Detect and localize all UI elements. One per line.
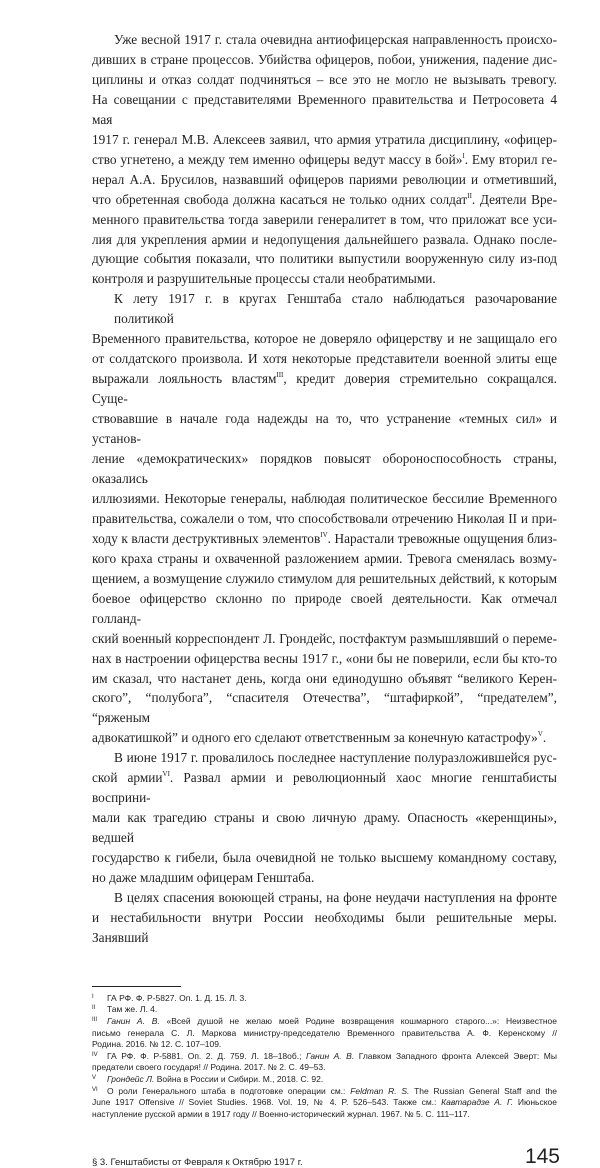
- page-footer: [92, 1146, 560, 1168]
- text-run: боевое офицерство склонно по природе своей деятельности. Как отмечал голланд-: [92, 590, 557, 626]
- footnote-line: [92, 1039, 557, 1051]
- paragraph-line: [92, 529, 557, 549]
- text-run: ского”, “полубога”, “спасителя Отечества”, “штафиркой”, “предателем”, “ряженым: [92, 690, 557, 726]
- text-run: выражали лояльность властям: [92, 371, 277, 387]
- text-run: , кредит доверия стремительно сокращался. Суще-: [92, 371, 557, 407]
- text-run: циплины и отказ солдат подчиняться – все это не могло не вызывать тревогу.: [92, 71, 557, 87]
- paragraph-line: [92, 269, 557, 289]
- footnote-ref: III: [276, 371, 284, 380]
- paragraph-line: [92, 369, 557, 409]
- footnote-line: IV ГА РФ. Ф. Р-5881. Оп. 2. Д. 759. Л. 18–18об.; Ганин А. В. Главком Западного фронта Алексей Эверт: Мы: [92, 1050, 557, 1061]
- paragraph-line: [92, 30, 557, 50]
- paragraph-line: [92, 748, 557, 768]
- paragraph-line: [92, 210, 557, 230]
- text-run: письмо генерала С. Л. Маркова министру-председателю Временного правительства А. Ф. Керенскому //: [92, 1027, 557, 1038]
- text-run: дивших в стране процессов. Убийства офицеров, побои, унижения, падение дис-: [92, 51, 557, 67]
- body-text: [92, 30, 557, 948]
- text-run: нах в настроении офицерства весны 1917 г., «они бы не поверили, если бы кто-то: [92, 650, 557, 666]
- running-footer: § 3. Генштабисты от Февраля к Октябрю 1917 г.: [92, 1157, 303, 1168]
- text-run: Война в России и Сибири. М., 2018. С. 92.: [154, 1074, 324, 1084]
- text-run: лия для укрепления армии и недопущения дальнейшего развала. Однако после-: [92, 231, 557, 247]
- paragraph-line: [92, 289, 557, 329]
- italic-run: Кавтарадзе А. Г.: [441, 1097, 514, 1108]
- text-run: . Ему вторил ге-: [464, 151, 557, 167]
- paragraph-line: [92, 409, 557, 449]
- text-run: «Всей душой не желаю моей Родине возвращения кошмарного старого...»: Неизвестное: [159, 1016, 557, 1027]
- text-run: дующие события показали, что политики выпустили вооруженную силу из-под: [92, 251, 557, 267]
- text-run: June 1917 Offensive // Soviet Studies. 1968. Vol. 19, № 4. P. 526–543. Также см.:: [92, 1097, 442, 1108]
- text-run: Временного правительства, которое не доверяло офицерству и не защищало его: [92, 331, 557, 347]
- text-run: К лету 1917 г. в кругах Генштаба стало наблюдаться разочарование политикой: [114, 291, 557, 327]
- paragraph-line: [92, 50, 557, 70]
- text-run: The Russian General Staff and the: [409, 1085, 558, 1096]
- text-run: . Нарастали тревожные ощущения близ-: [327, 530, 557, 546]
- paragraph-line: [92, 649, 557, 669]
- paragraph-line: [92, 629, 557, 649]
- page: [92, 0, 560, 1168]
- paragraph-line: [92, 329, 557, 349]
- text-run: . Деятели Вре-: [471, 191, 557, 207]
- text-run: В июне 1917 г. провалилось последнее наступление полуразложившейся рус-: [114, 750, 557, 766]
- paragraph-line: [92, 808, 557, 848]
- text-run: кого краха страны и охваченной разложением армии. Тревога сменялась возму-: [92, 550, 557, 566]
- text-run: В целях спасения воюющей страны, на фоне неудачи наступления на фронте: [114, 889, 557, 905]
- text-run: государство к гибели, была очевидной не только высшему командному составу,: [92, 850, 557, 866]
- text-run: ский военный корреспондент Л. Грондейс, постфактум размышлявший о переме-: [92, 630, 557, 646]
- text-run: что обретенная свобода должна касаться не только одних солдат: [92, 191, 468, 207]
- footnote-line: VI О роли Генерального штаба в подготовке операции см.: Feldman R. S. The Russian General Staff and the: [92, 1085, 558, 1096]
- paragraph-line: [92, 230, 557, 250]
- text-run: щением, а возмущение служило стимулом для решительных действий, к которым: [92, 570, 557, 586]
- text-run: О роли Генерального штаба в подготовке операции см.:: [107, 1085, 351, 1096]
- paragraph-line: [92, 848, 557, 868]
- text-run: Родина. 2016. № 12. С. 107–109.: [92, 1039, 222, 1050]
- footnote-line: [92, 1109, 557, 1121]
- paragraph-line: [92, 190, 557, 210]
- text-run: от солдатского произвола. И хотя некоторые представители военной элиты еще: [92, 351, 557, 367]
- text-run: ГА РФ. Ф. Р-5881. Оп. 2. Д. 759. Л. 18–18об.;: [107, 1050, 306, 1061]
- paragraph-line: [92, 489, 557, 509]
- text-run: Там же. Л. 4.: [107, 1004, 158, 1015]
- text-run: менного правительства тогда заверили генералитет в том, что приложат все уси-: [92, 211, 557, 227]
- paragraph-line: [92, 349, 557, 369]
- footnotes: [92, 993, 557, 1121]
- paragraph-line: [92, 549, 557, 569]
- text-run: Уже весной 1917 г. стала очевидна антиофицерская направленность происхо-: [114, 32, 557, 47]
- text-run: предатели своего государя! // Родина. 2017. № 2. С. 49–53.: [92, 1062, 326, 1073]
- footnote-line: I ГА РФ. Ф. Р-5827. Оп. 1. Д. 15. Л. 3.: [92, 992, 247, 1003]
- paragraph-line: [92, 249, 557, 269]
- paragraph-line: [92, 669, 557, 689]
- footnote-ref: IV: [320, 530, 328, 539]
- text-run: .: [542, 730, 547, 746]
- text-run: правительства, сожалели о том, что способствовали отречению Николая II и при-: [92, 510, 557, 526]
- footnote-ref: V: [537, 730, 543, 739]
- paragraph-line: [92, 888, 557, 908]
- text-run: ГА РФ. Ф. Р-5827. Оп. 1. Д. 15. Л. 3.: [107, 992, 247, 1003]
- paragraph-line: [92, 90, 557, 130]
- text-run: Июньское: [513, 1097, 557, 1108]
- text-run: . Развал армии и революционный хаос многие генштабисты восприни-: [92, 770, 557, 806]
- italic-run: Ганин А. В.: [107, 1016, 160, 1027]
- footnote-line: III Ганин А. В. «Всей душой не желаю моей Родине возвращения кошмарного старого...»: Неизвестное: [92, 1016, 557, 1027]
- text-run: им сказал, что настанет день, когда они единодушно объявят “великого Керен-: [92, 670, 557, 686]
- paragraph-line: [92, 509, 557, 529]
- paragraph-line: [92, 728, 557, 748]
- text-run: На совещании с представителями Временного правительства и Петросовета 4 мая: [92, 91, 557, 127]
- footnote-ref: I: [462, 151, 465, 160]
- footnote-ref: II: [467, 191, 472, 200]
- paragraph-line: [92, 150, 557, 170]
- text-run: нерал А.А. Брусилов, назвавший офицеров париями революции и отметивший,: [92, 171, 557, 187]
- text-run: ской армии: [92, 770, 163, 786]
- footnote-divider: [92, 986, 181, 987]
- paragraph-line: [92, 868, 557, 888]
- text-run: ходу к власти деструктивных элементов: [92, 530, 321, 546]
- footnote-line: II Там же. Л. 4.: [92, 1004, 158, 1015]
- italic-run: Feldman R. S.: [350, 1085, 410, 1096]
- paragraph-line: [92, 569, 557, 589]
- footnote-line: [92, 1062, 557, 1074]
- paragraph-line: [92, 768, 557, 808]
- text-run: контроля и разрушительные процессы стали необратимыми.: [92, 271, 436, 287]
- text-run: но даже младшим офицерам Генштаба.: [92, 870, 315, 886]
- text-run: ление «демократических» порядков повысят обороноспособность страны, оказались: [92, 451, 557, 486]
- paragraph-line: [92, 449, 557, 489]
- paragraph-line: [92, 170, 557, 190]
- text-run: мали как трагедию страны и свою личную драму. Опасность «керенщины», ведшей: [92, 810, 557, 846]
- text-run: ствовавшие в начале года надежды на то, что устранение «темных сил» и установ-: [92, 411, 557, 447]
- paragraph-line: [92, 70, 557, 90]
- page-number: 145: [524, 1145, 560, 1168]
- italic-run: Ганин А. В.: [305, 1050, 355, 1061]
- footnote-line: V Грондейс Л. Война в России и Сибири. М., 2018. С. 92.: [92, 1074, 324, 1084]
- paragraph-line: [92, 908, 557, 948]
- footnote-line: [92, 1028, 557, 1040]
- paragraph-line: [92, 589, 557, 629]
- italic-run: Грондейс Л.: [107, 1074, 155, 1084]
- text-run: иллюзиями. Некоторые генералы, наблюдая политическое бессилие Временного: [92, 490, 557, 506]
- text-run: наступление русской армии в 1917 году // Военно-исторический журнал. 1967. № 5. С. 111–117.: [92, 1108, 470, 1119]
- paragraph-line: [92, 130, 557, 150]
- text-run: адвокатишкой” и одного его сделают ответственным за конечную катастрофу»: [92, 730, 538, 746]
- text-run: и нестабильности внутри России необходимы были решительные меры. Занявший: [92, 909, 557, 945]
- text-run: Главком Западного фронта Алексей Эверт: Мы: [354, 1050, 557, 1061]
- paragraph-line: [92, 688, 557, 728]
- footnote-ref: VI: [162, 770, 170, 779]
- text-run: 1917 г. генерал М.В. Алексеев заявил, что армия утратила дисциплину, «офицер-: [92, 131, 557, 147]
- footnote-line: [92, 1097, 557, 1109]
- text-run: ство угнетено, а между тем именно офицеры ведут массу в бой»: [92, 151, 463, 167]
